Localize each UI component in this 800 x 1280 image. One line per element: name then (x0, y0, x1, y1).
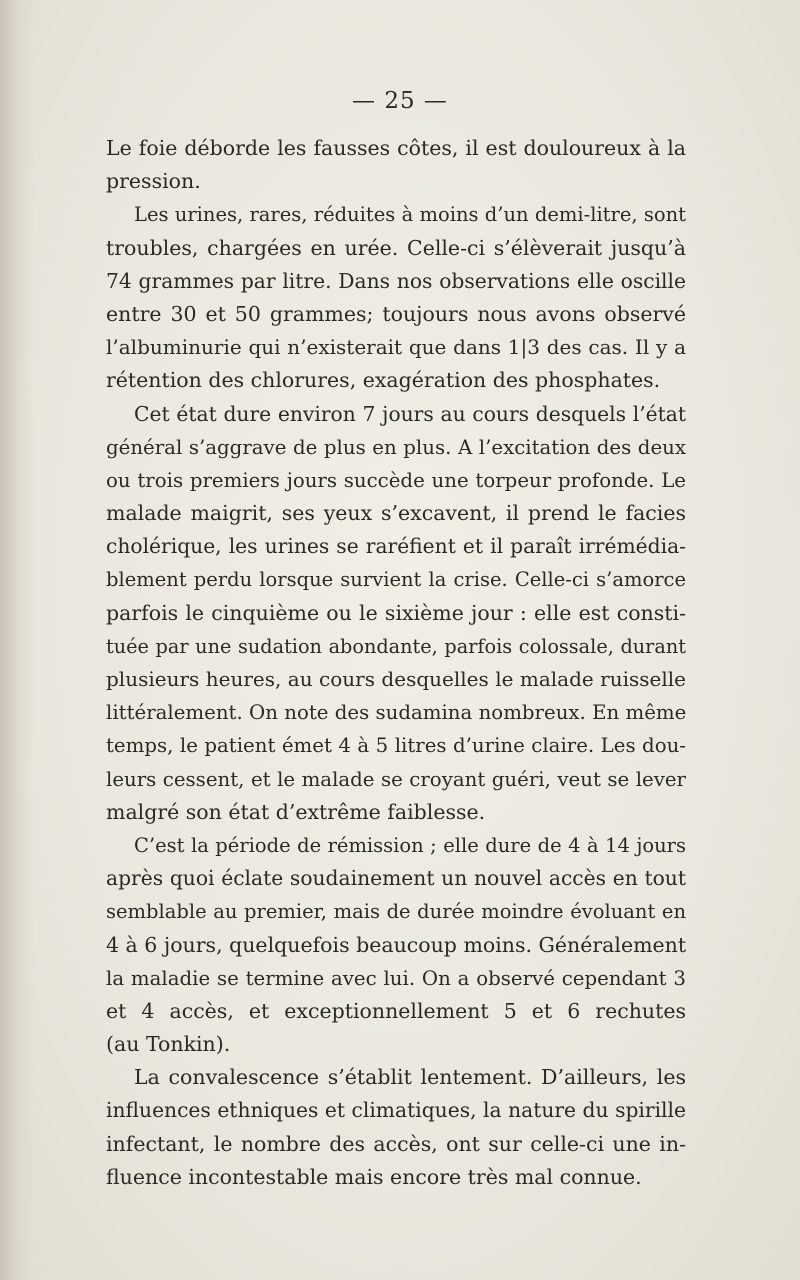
text-line: infectant, le nombre des accès, ont sur celle-ci une in- (106, 1131, 686, 1156)
text-line: fluence incontestable mais encore très mal connue. (106, 1164, 642, 1189)
binding-shadow (0, 0, 34, 1280)
text-line: La convalescence s’établit lentement. D’ailleurs, les (134, 1065, 686, 1090)
text-line: entre 30 et 50 grammes; toujours nous avons observé (106, 301, 686, 326)
text-line: temps, le patient émet 4 à 5 litres d’urine claire. Les dou- (106, 734, 686, 758)
text-line: malgré son état d’extrême faiblesse. (106, 799, 486, 824)
text-line: troubles, chargées en urée. Celle-ci s’élèverait jusqu’à (106, 235, 686, 260)
text-line: semblable au premier, mais de durée moindre évoluant en (106, 900, 686, 924)
text-line: blement perdu lorsque survient la crise. Celle-ci s’amorce (106, 568, 686, 592)
text-line: et 4 accès, et exceptionnellement 5 et 6 rechutes (106, 998, 686, 1023)
page-number: — 25 — (352, 88, 448, 114)
text-line: l’albuminurie qui n’existerait que dans 1|3 des cas. Il y a (106, 335, 686, 360)
body-text (106, 132, 686, 1194)
text-line: influences ethniques et climatiques, la nature du spirille (106, 1098, 686, 1123)
text-line: (au Tonkin). (106, 1032, 231, 1057)
text-line: rétention des chlorures, exagération des phosphates. (106, 368, 661, 393)
text-line: Le foie déborde les fausses côtes, il est douloureux à la (106, 136, 686, 160)
text-line: parfois le cinquième ou le sixième jour : elle est consti- (106, 600, 686, 625)
text-line: 74 grammes par litre. Dans nos observations elle oscille (106, 268, 686, 293)
text-line: leurs cessent, et le malade se croyant guéri, veut se lever (106, 767, 686, 791)
text-line: littéralement. On note des sudamina nombreux. En même (106, 701, 687, 725)
text-line: C’est la période de rémission ; elle dure de 4 à 14 jours (134, 833, 686, 857)
text-line: Les urines, rares, réduites à moins d’un demi-litre, sont (134, 203, 686, 227)
text-line: la maladie se termine avec lui. On a observé cependant 3 (106, 966, 686, 990)
text-line: tuée par une sudation abondante, parfois colossale, durant (106, 634, 686, 658)
text-line: 4 à 6 jours, quelquefois beaucoup moins. Généralement (106, 932, 687, 957)
text-line: plusieurs heures, au cours desquelles le malade ruisselle (106, 667, 686, 691)
text-line: cholérique, les urines se raréfient et il paraît irrémédia- (106, 534, 686, 559)
text-line: Cet état dure environ 7 jours au cours desquels l’état (134, 401, 686, 426)
text-line: ou trois premiers jours succède une torpeur profonde. Le (106, 468, 686, 492)
text-line: pression. (106, 169, 201, 194)
text-line: malade maigrit, ses yeux s’excavent, il prend le facies (106, 501, 686, 526)
text-line: après quoi éclate soudainement un nouvel accès en tout (106, 866, 686, 891)
text-line: général s’aggrave de plus en plus. A l’excitation des deux (106, 435, 686, 459)
